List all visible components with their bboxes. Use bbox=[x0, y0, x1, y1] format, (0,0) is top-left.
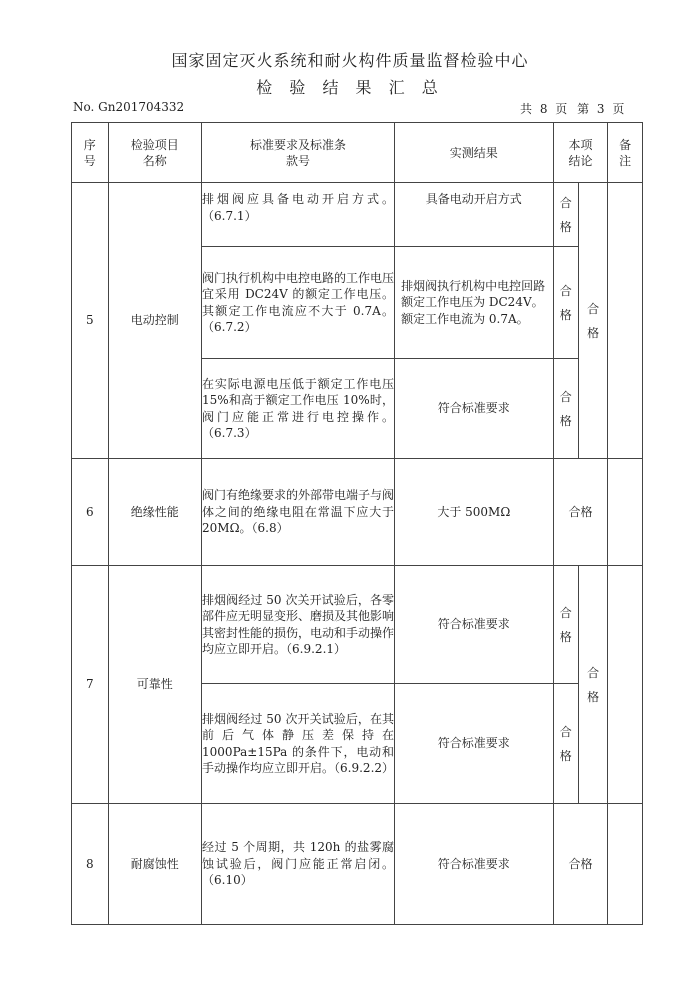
measured-result: 符合标准要求 bbox=[395, 684, 553, 804]
col-header-result: 实测结果 bbox=[395, 123, 553, 183]
requirement-text: 排烟阀经过 50 次开关试验后，在其前后气体静压差保持在 1000Pa±15Pa 的条件下，电动和手动操作均应立即开启。（6.9.2.2） bbox=[202, 684, 395, 804]
requirement-text: 阀门有绝缘要求的外部带电端子与阀体之间的绝缘电阻在常温下应大于 20MΩ。（6.8） bbox=[202, 459, 395, 566]
requirement-text: 经过 5 个周期，共 120h 的盐雾腐蚀试验后，阀门应能正常启闭。（6.10） bbox=[202, 804, 395, 925]
measured-result: 具备电动开启方式 bbox=[395, 183, 553, 247]
item-number: 8 bbox=[72, 804, 109, 925]
table-row bbox=[72, 459, 643, 566]
table-header-row bbox=[72, 123, 643, 183]
col-header-item: 检验项目名称 bbox=[108, 123, 201, 183]
org-title: 国家固定灭火系统和耐火构件质量监督检验中心 bbox=[171, 51, 529, 70]
measured-result: 大于 500MΩ bbox=[395, 459, 553, 566]
table-row bbox=[72, 566, 643, 684]
item-number: 6 bbox=[72, 459, 109, 566]
current-page: 第 3 页 bbox=[577, 102, 625, 116]
col-header-no: 序号 bbox=[72, 123, 109, 183]
item-name: 绝缘性能 bbox=[108, 459, 201, 566]
item-name: 可靠性 bbox=[108, 566, 201, 804]
requirement-text: 排烟阀经过 50 次关开试验后，各零部件应无明显变形、磨损及其他影响其密封性能的损伤，电动和手动操作均应立即开启。（6.9.2.1） bbox=[202, 566, 395, 684]
measured-result: 符合标准要求 bbox=[395, 359, 553, 459]
requirement-text: 在实际电源电压低于额定工作电压 15%和高于额定工作电压 10%时，阀门应能正常进行电控操作。（6.7.3） bbox=[202, 359, 395, 459]
item-name: 耐腐蚀性 bbox=[108, 804, 201, 925]
total-pages: 共 8 页 bbox=[520, 102, 568, 116]
page-info bbox=[520, 100, 626, 117]
measured-result: 符合标准要求 bbox=[395, 804, 553, 925]
remark-cell bbox=[608, 183, 643, 459]
col-header-conclusion: 本项结论 bbox=[553, 123, 608, 183]
report-title: 检 验 结 果 汇 总 bbox=[256, 78, 444, 97]
sub-conclusion: 合格 bbox=[553, 566, 578, 684]
remark-cell bbox=[608, 804, 643, 925]
col-header-remark: 备注 bbox=[608, 123, 643, 183]
remark-cell bbox=[608, 459, 643, 566]
item-number: 7 bbox=[72, 566, 109, 804]
col-header-requirement: 标准要求及标准条款号 bbox=[202, 123, 395, 183]
requirement-text: 阀门执行机构中电控电路的工作电压宜采用 DC24V 的额定工作电压。其额定工作电流应不大于 0.7A。（6.7.2） bbox=[202, 247, 395, 359]
item-conclusion: 合格 bbox=[578, 183, 607, 459]
item-name: 电动控制 bbox=[108, 183, 201, 459]
item-conclusion: 合格 bbox=[553, 459, 608, 566]
item-conclusion: 合格 bbox=[553, 804, 608, 925]
results-table bbox=[71, 122, 643, 925]
table-row bbox=[72, 183, 643, 247]
remark-cell bbox=[608, 566, 643, 804]
item-number: 5 bbox=[72, 183, 109, 459]
sub-conclusion: 合格 bbox=[553, 359, 578, 459]
item-conclusion: 合格 bbox=[578, 566, 607, 804]
sub-conclusion: 合格 bbox=[553, 684, 578, 804]
sub-conclusion: 合格 bbox=[553, 247, 578, 359]
measured-result: 符合标准要求 bbox=[395, 566, 553, 684]
measured-result: 排烟阀执行机构中电控回路额定工作电压为 DC24V。额定工作电流为 0.7A。 bbox=[395, 247, 553, 359]
table-row bbox=[72, 804, 643, 925]
sub-conclusion: 合格 bbox=[553, 183, 578, 247]
requirement-text: 排烟阀应具备电动开启方式。（6.7.1） bbox=[202, 183, 395, 247]
report-number: No. Gn201704332 bbox=[73, 100, 185, 114]
